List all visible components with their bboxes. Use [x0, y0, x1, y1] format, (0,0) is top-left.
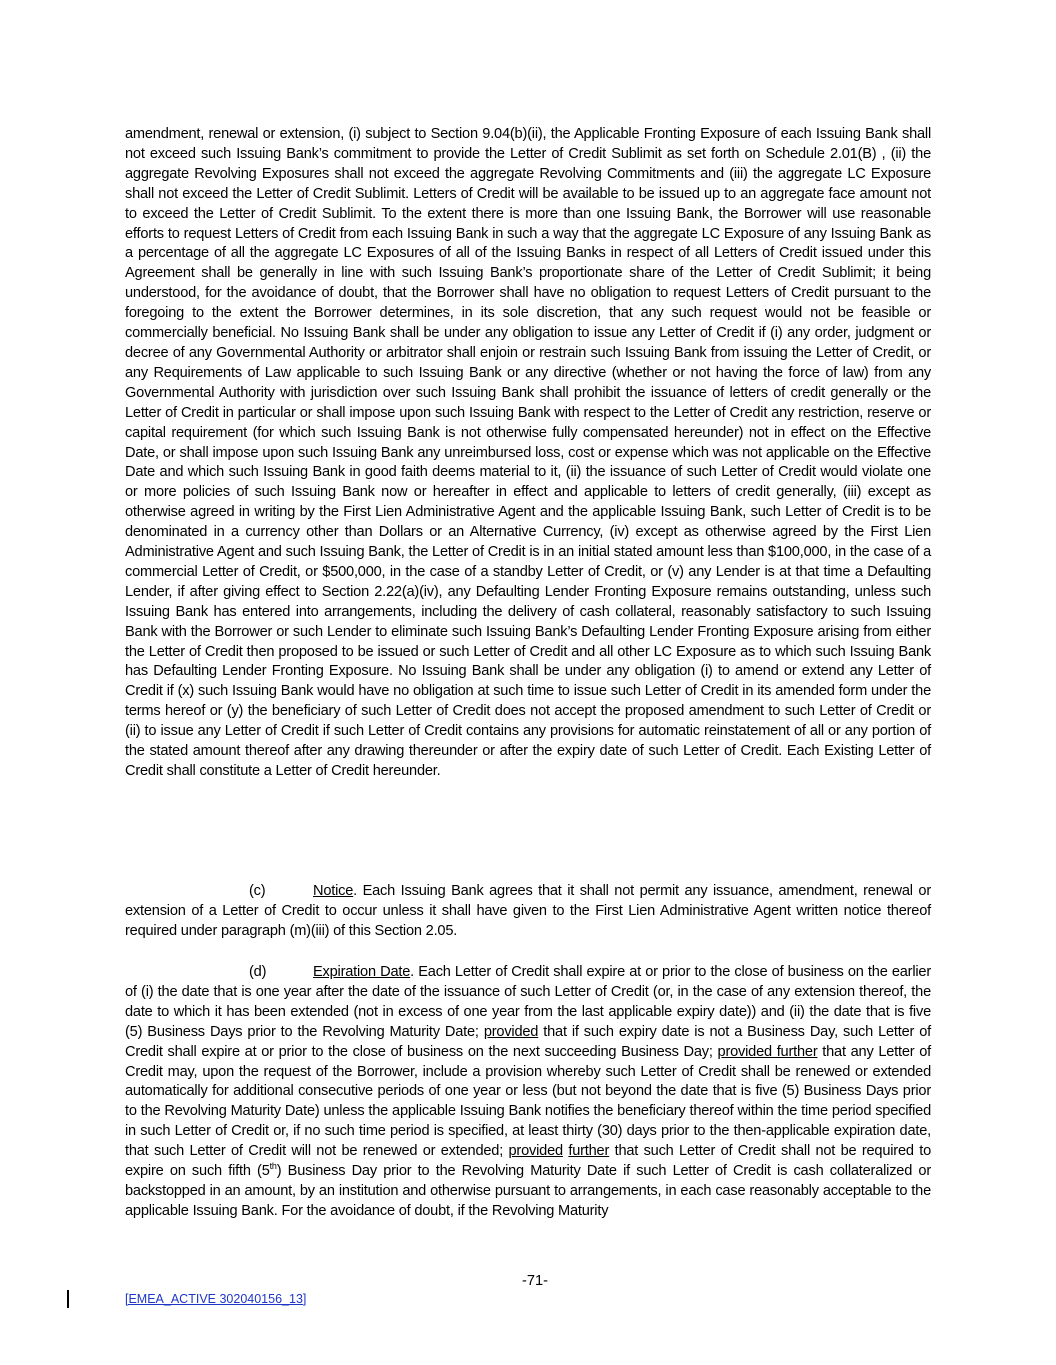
further-term-2: further: [568, 1143, 610, 1160]
section-d-text-4: that such Letter of Credit shall not be required to expire on such fifth (5: [125, 1143, 932, 1180]
section-c-heading: Notice: [313, 883, 354, 899]
provided-further-term: provided further: [717, 1043, 818, 1060]
page-number: -71-: [522, 1273, 548, 1289]
section-c-label: (c): [249, 883, 266, 899]
section-d-expiration-date: [125, 963, 931, 1222]
paragraph-continuation: amendment, renewal or extension, (i) subject to Section 9.04(b)(ii), the Applicable Fronting Exposure of each Issuing Bank shall not exceed such Issuing Bank’s commitment to provide the Letter of Credit Sublimit as set forth on Schedule 2.01(B) , (ii) the aggregate Revolving Exposures shall not exceed the aggregate Revolving Commitments and (iii) the aggregate LC Exposure shall not exceed the Letter of Credit Sublimit. Letters of Credit will be available to be issued up to an aggregate face amount not to exceed the Letter of Credit Sublimit. To the extent there is more than one Issuing Bank, the Borrower will use reasonable efforts to request Letters of Credit from each Issuing Bank in such a way that the aggregate LC Exposure of any Issuing Bank as a percentage of all the aggregate LC Exposures of all of the Issuing Banks in respect of all Letters of Credit issued under this Agreement shall be generally in line with such Issuing Bank’s proportionate share of the Letter of Credit Sublimit; it being understood, for the avoidance of doubt, that the Borrower shall have no obligation to request Letters of Credit pursuant to the foregoing to the extent the Borrower determines, in its sole discretion, that any such request would not be feasible or commercially beneficial. No Issuing Bank shall be under any obligation to issue any Letter of Credit if (i) any order, judgment or decree of any Governmental Authority or arbitrator shall enjoin or restrain such Issuing Bank from issuing the Letter of Credit, or any Requirements of Law applicable to such Issuing Bank or any directive (whether or not having the force of law) from any Governmental Authority with jurisdiction over such Issuing Bank shall prohibit the issuance of letters of credit generally or the Letter of Credit in particular or shall impose upon such Issuing Bank with respect to the Letter of Credit any restriction, reserve or capital requirement (for which such Issuing Bank is not otherwise fully compensated hereunder) not in effect on the Effective Date, or shall impose upon such Issuing Bank any unreimbursed loss, cost or expense which was not applicable on the Effective Date and which such Issuing Bank in good faith deems material to it, (ii) the issuance of such Letter of Credit would violate one or more policies of such Issuing Bank now or hereafter in effect and applicable to letters of credit generally, (iii) except as otherwise agreed in writing by the First Lien Administrative Agent and the applicable Issuing Bank, such Letter of Credit is to be denominated in a currency other than Dollars or an Alternative Currency, (iv) except as otherwise agreed by the First Lien Administrative Agent and such Issuing Bank, the Letter of Credit is in an initial stated amount less than $100,000, in the case of a commercial Letter of Credit, or $500,000, in the case of a standby Letter of Credit, or (v) any Lender is at that time a Defaulting Lender, if after giving effect to Section 2.22(a)(iv), any Defaulting Lender Fronting Exposure remains outstanding, unless such Issuing Bank has entered into arrangements, including the delivery of cash collateral, reasonably satisfactory to such Issuing Bank with the Borrower or such Lender to eliminate such Issuing Bank’s Defaulting Lender Fronting Exposure arising from either the Letter of Credit then proposed to be issued or such Letter of Credit and all other LC Exposure as to which such Issuing Bank has Defaulting Lender Fronting Exposure. No Issuing Bank shall be under any obligation (i) to amend or extend any Letter of Credit if (x) such Issuing Bank would have no obligation at such time to issue such Letter of Credit in its amended form under the terms hereof or (y) the beneficiary of such Letter of Credit does not accept the proposed amendment to such Letter of Credit or (ii) to issue any Letter of Credit if such Letter of Credit contains any provisions for automatic reinstatement of all or any portion of the stated amount thereof after any drawing thereunder or after the expiry date of such Letter of Credit. Each Existing Letter of Credit shall constitute a Letter of Credit hereunder.: [125, 126, 931, 779]
section-d-text-2: that if such expiry date is not a Business Day, such Letter of Credit shall expire at or prior to the close of business on the next succeeding Business Day;: [125, 1023, 931, 1060]
section-d-heading: Expiration Date: [313, 964, 411, 980]
section-c-heading-end: .: [353, 883, 358, 899]
provided-term-2: provided: [508, 1143, 563, 1160]
provided-term: provided: [483, 1023, 539, 1040]
section-d-text-1: Each Letter of Credit shall expire at or prior to the close of business on the earlier of (i) the date that is one year after the date of the issuance of such Letter of Credit (or, in the case of any extension thereof, the date to which it has been extended (not in excess of one year from the last applicable expiry date)) and (ii) the date that is five (5) Business Days prior to the Revolving Maturity Date;: [125, 964, 931, 1040]
section-d-text-3: that any Letter of Credit may, upon the request of the Borrower, include a provision whereby such Letter of Credit shall be renewed or extended automatically for additional consecutive periods of one year or less (but not beyond the date that is five (5) Business Days prior to the Revolving Maturity Date) unless the applicable Issuing Bank notifies the beneficiary thereof within the time period specified in such Letter of Credit or, if no such time period is specified, at least thirty (30) days prior to the then-applicable expiration date, that such Letter of Credit will not be renewed or extended;: [125, 1043, 932, 1160]
section-c-notice: [125, 882, 931, 942]
section-d-text-5: ) Business Day prior to the Revolving Maturity Date if such Letter of Credit is cash collateralized or backstopped in an amount, by an institution and otherwise pursuant to arrangements, in each case reasonably acceptable to the applicable Issuing Bank. For the avoidance of doubt, if the Revolving Maturity: [125, 1163, 931, 1219]
revision-bar: [67, 1290, 69, 1308]
section-c-text: Each Issuing Bank agrees that it shall not permit any issuance, amendment, renewal or extension of a Letter of Credit to occur unless it shall have given to the First Lien Administrative Agent written notice thereof required under paragraph (m)(iii) of this Section 2.05.: [125, 883, 931, 939]
section-d-label: (d): [249, 964, 267, 980]
footer-document-reference[interactable]: [EMEA_ACTIVE 302040156_13]: [125, 1292, 307, 1306]
superscript-th: th: [269, 1161, 277, 1172]
section-d-heading-end: .: [410, 964, 415, 980]
